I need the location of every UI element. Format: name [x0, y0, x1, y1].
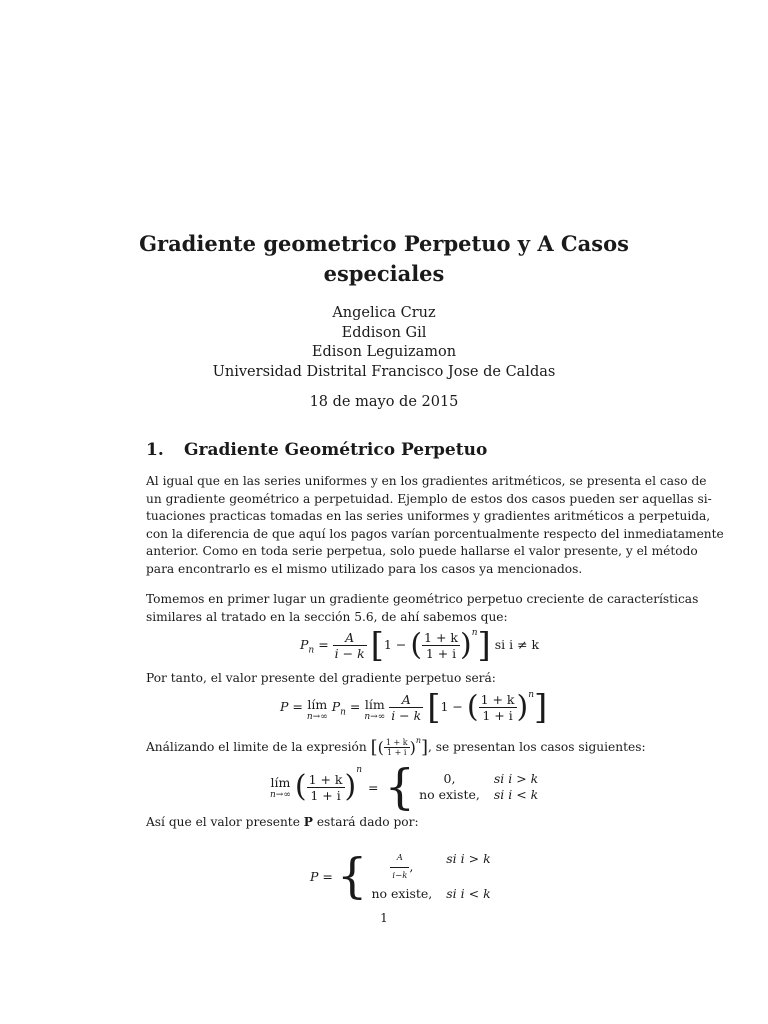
author-1: Angelica Cruz — [332, 305, 436, 321]
eq-case-value: 0, — [443, 771, 456, 786]
eq-bracket-open: [ — [370, 737, 378, 758]
eq-equals: = — [322, 868, 333, 884]
eq-exponent: n — [528, 690, 535, 700]
paragraph-line: para encontrarlo es el mismo utilizado para los casos ya mencionados. — [146, 561, 583, 576]
eq-bracket-close: ] — [477, 625, 491, 666]
eq-equals: = — [349, 699, 361, 714]
section-number: 1. — [146, 440, 164, 460]
text-asi: Así que el valor presente — [146, 815, 300, 829]
eq-numerator: 1 + k — [308, 771, 343, 787]
eq-case-value: no existe, — [371, 886, 433, 901]
eq-case-condition: si i > k — [493, 771, 539, 786]
eq-limit — [307, 697, 328, 722]
eq-fraction — [333, 630, 367, 661]
eq-lim-sub: n→∞ — [306, 712, 328, 722]
eq-case-condition: si i < k — [493, 787, 539, 802]
eq-equals: = — [292, 699, 303, 714]
author-block — [0, 304, 768, 382]
eq-bracket-close: ] — [534, 687, 548, 728]
eq-paren-close: ) — [459, 627, 472, 663]
text-analizando-a: Análizando el limite de la expresión — [146, 740, 367, 754]
paragraph-line: tuaciones practicas tomadas en las series uniformes y gradientes aritméticos a perpetuida, — [146, 509, 711, 523]
eq-subscript: n — [308, 645, 315, 656]
eq-case-condition: si i > k — [446, 851, 491, 866]
paragraph-2 — [146, 591, 699, 626]
eq-denominator: 1 + i — [386, 748, 407, 757]
paragraph-line: Al igual que en las series uniformes y en los gradientes aritméticos, se presenta el caso de — [146, 474, 707, 488]
eq-brace: { — [384, 759, 416, 815]
date: 18 de mayo de 2015 — [309, 394, 459, 410]
eq-brace: { — [336, 848, 368, 904]
eq-numerator: 1 + k — [424, 630, 458, 645]
eq-cases — [371, 850, 490, 902]
eq-case-value — [371, 850, 432, 885]
section-heading — [146, 440, 487, 460]
eq-denominator: 1 + i — [310, 787, 341, 803]
equation-2 — [280, 687, 548, 728]
eq-comma: , — [409, 859, 414, 874]
paragraph-line: anterior. Como en toda serie perpetua, solo puede hallarse el valor presente, y el método — [146, 544, 698, 558]
eq-numerator: A — [333, 630, 367, 646]
eq-paren-close: ) — [409, 738, 416, 757]
paragraph-analizando — [146, 736, 646, 758]
eq-paren-open: ( — [294, 769, 307, 804]
eq-fraction — [389, 692, 423, 723]
eq-symbol: P — [331, 699, 341, 714]
eq-paren-open: ( — [466, 689, 479, 725]
eq-symbol: P — [280, 699, 289, 714]
eq-lim: lím — [307, 697, 328, 712]
paragraph-line: Por tanto, el valor presente del gradiente perpetuo será: — [146, 671, 496, 685]
author-2: Eddison Gil — [341, 324, 427, 341]
eq-fraction — [390, 850, 409, 885]
eq-exponent: n — [471, 628, 478, 638]
paragraph-line: similares al tratado en la sección 5.6, de ahí sabemos que: — [146, 609, 508, 624]
eq-exponent: n — [415, 736, 421, 745]
eq-limit — [270, 775, 291, 800]
paragraph-1 — [146, 473, 724, 578]
title-line-1: Gradiente geometrico Perpetuo y A Casos — [139, 231, 629, 256]
eq-symbol: P — [310, 868, 319, 884]
equation-3 — [270, 759, 539, 815]
eq-equals: = — [368, 779, 379, 795]
eq-subscript: n — [340, 707, 346, 718]
equation-1 — [300, 625, 540, 666]
eq-denominator: 1 + i — [425, 646, 457, 661]
eq-bracket-open: [ — [427, 687, 441, 728]
eq-case-value: no existe, — [419, 787, 480, 802]
eq-symbol: P — [300, 637, 309, 652]
eq-fraction — [479, 692, 517, 723]
eq-paren-close: ) — [516, 689, 529, 725]
text-asi-end: estará dado por: — [316, 815, 419, 829]
eq-numerator: A — [389, 692, 423, 708]
eq-fraction — [384, 738, 410, 757]
eq-lim-sub: n→∞ — [364, 712, 386, 722]
author-3: Edison Leguizamon — [311, 344, 457, 360]
equation-4 — [310, 850, 491, 902]
eq-fraction — [307, 772, 345, 803]
eq-denominator: i − k — [391, 708, 422, 723]
eq-paren-open: ( — [377, 738, 384, 757]
eq-denominator: i − k — [334, 646, 365, 661]
eq-case-condition: si i < k — [446, 886, 491, 901]
text-asi-bold: P — [303, 815, 313, 829]
eq-bracket-close: ] — [420, 737, 429, 758]
page-number: 1 — [380, 911, 388, 925]
eq-paren-close: ) — [344, 769, 357, 804]
eq-denominator: i−k — [392, 871, 408, 881]
eq-limit — [364, 697, 385, 722]
text-analizando-b: , se presentan los casos siguientes: — [428, 740, 646, 754]
eq-condition: si i ≠ k — [494, 637, 540, 652]
eq-paren-open: ( — [410, 627, 423, 663]
eq-numerator: A — [390, 850, 409, 868]
paper-title — [0, 229, 768, 289]
paragraph-line: con la diferencia de que aquí los pagos varían porcentualmente respecto del inmediatamente — [146, 526, 724, 541]
eq-one-minus: 1 − — [440, 699, 463, 714]
title-line-2: especiales — [323, 261, 445, 286]
paragraph-line: Tomemos en primer lugar un gradiente geométrico perpetuo creciente de características — [146, 592, 699, 606]
eq-lim: lím — [364, 697, 385, 712]
paragraph-asi — [146, 815, 419, 829]
paragraph-line: un gradiente geométrico a perpetuidad. Ejemplo de estos dos casos pueden ser aquellas si- — [146, 491, 712, 506]
eq-numerator: 1 + k — [480, 692, 515, 707]
eq-exponent: n — [356, 765, 363, 775]
eq-bracket-open: [ — [370, 625, 384, 666]
paragraph-por-tanto — [146, 670, 622, 688]
eq-one-minus: 1 − — [383, 637, 407, 652]
eq-numerator: 1 + k — [385, 738, 408, 747]
eq-denominator: 1 + i — [482, 708, 513, 723]
eq-lim: lím — [270, 774, 291, 790]
eq-cases — [419, 771, 538, 803]
eq-lim-sub: n→∞ — [270, 789, 291, 800]
affiliation: Universidad Distrital Francisco Jose de Caldas — [212, 363, 556, 380]
eq-equals: = — [318, 637, 329, 652]
section-title: Gradiente Geométrico Perpetuo — [184, 440, 488, 460]
eq-fraction — [422, 630, 460, 661]
